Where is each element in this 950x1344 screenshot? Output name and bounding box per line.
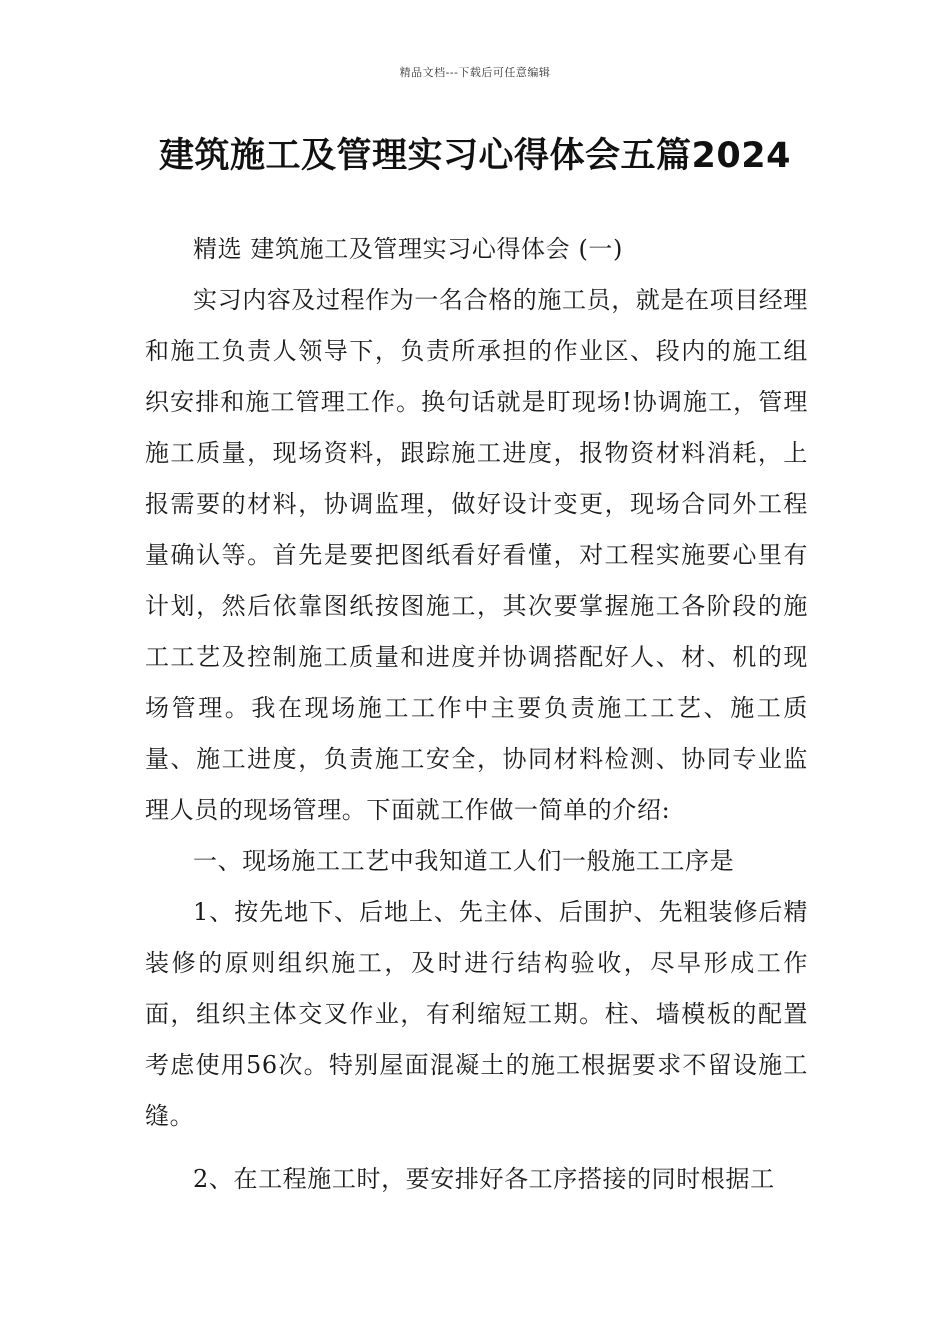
document-body: [145, 224, 808, 1205]
section-heading: 精选 建筑施工及管理实习心得体会 (一): [193, 235, 623, 263]
subsection-heading: 一、现场施工工艺中我知道工人们一般施工工序是: [193, 847, 735, 875]
paragraph: 1、按先地下、后地上、先主体、后围护、先粗装修后精装修的原则组织施工，及时进行结构验收，尽早形成工作面，组织主体交叉作业，有利缩短工期。柱、墙模板的配置考虑使用56次。特别屋面混凝土的施工根据要求不留设施工缝。: [145, 898, 808, 1130]
paragraph: 实习内容及过程作为一名合格的施工员，就是在项目经理和施工负责人领导下，负责所承担的作业区、段内的施工组织安排和施工管理工作。换句话就是盯现场!协调施工，管理施工质量，现场资料，跟踪施工进度，报物资材料消耗，上报需要的材料，协调监理，做好设计变更，现场合同外工程量确认等。首先是要把图纸看好看懂，对工程实施要心里有计划，然后依靠图纸按图施工，其次要掌握施工各阶段的施工工艺及控制施工质量和进度并协调搭配好人、材、机的现场管理。我在现场施工工作中主要负责施工工艺、施工质量、施工进度，负责施工安全，协同材料检测、协同专业监理人员的现场管理。下面就工作做一简单的介绍:: [145, 286, 808, 824]
document-title: 建筑施工及管理实习心得体会五篇2024: [159, 136, 791, 176]
header-note: 精品文档---下载后可任意编辑: [399, 66, 551, 79]
paragraph: 2、在工程施工时，要安排好各工序搭接的同时根据工: [193, 1165, 775, 1193]
